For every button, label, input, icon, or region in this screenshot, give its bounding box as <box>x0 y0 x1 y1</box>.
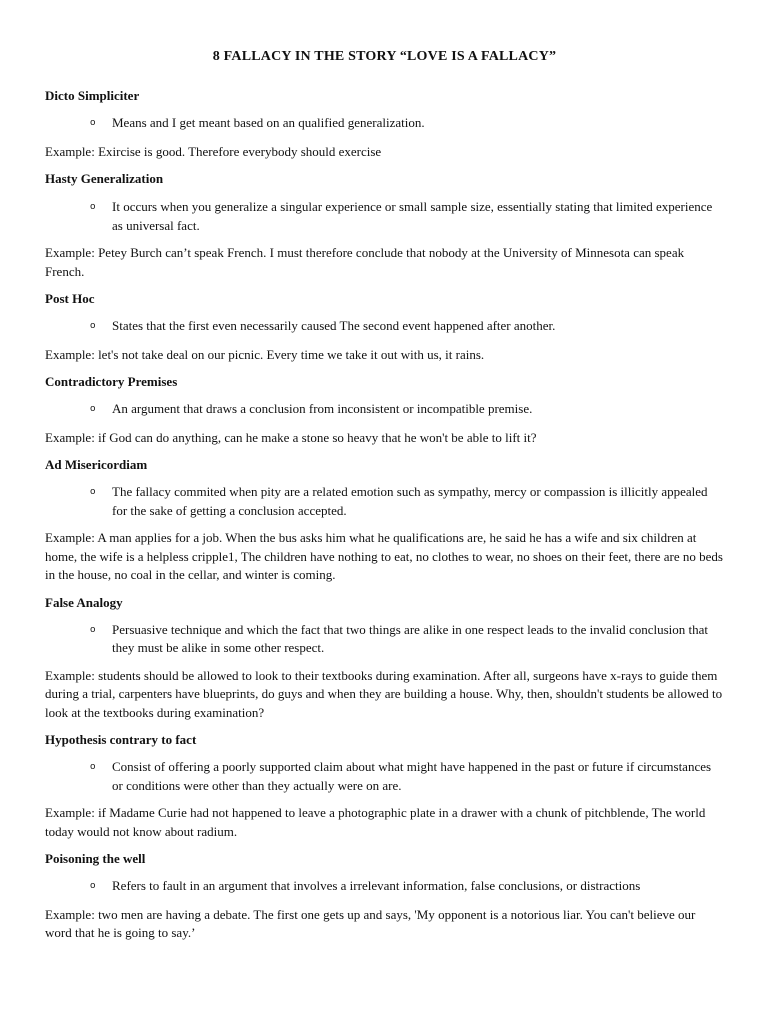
bullet-point <box>45 621 724 658</box>
bullet-point <box>45 198 724 235</box>
section-post-hoc <box>45 290 724 364</box>
section-hasty-generalization <box>45 170 724 281</box>
section-heading: Poisoning the well <box>45 851 146 866</box>
section-poisoning-the-well <box>45 850 724 943</box>
section-ad-misericordiam <box>45 456 724 585</box>
section-heading: Hasty Generalization <box>45 171 164 186</box>
example-text: Example: A man applies for a job. When the bus asks him what he qualifications are, he said he has a wife and six children at home, the wife is a helpless cripple1, The children have nothing to eat, no clothes to wear, no shoes on their feet, there are no beds in the house, no coal in the cellar, and winter is coming. <box>45 530 723 582</box>
bullet-text: Refers to fault in an argument that involves a irrelevant information, false conclusions, or distractions <box>112 878 641 893</box>
section-heading: Dicto Simpliciter <box>45 88 140 103</box>
bullet-text: It occurs when you generalize a singular experience or small sample size, essentially stating that limited experience as universal fact. <box>112 199 713 233</box>
bullet-point <box>45 483 724 520</box>
bullet-circle-icon: o <box>90 404 96 414</box>
bullet-text: Means and I get meant based on an qualified generalization. <box>112 115 425 130</box>
example-text: Example: if God can do anything, can he make a stone so heavy that he won't be able to lift it? <box>45 429 537 445</box>
example-text: Example: Petey Burch can’t speak French. I must therefore conclude that nobody at the University of Minnesota can speak French. <box>45 245 685 279</box>
bullet-text: The fallacy commited when pity are a related emotion such as sympathy, mercy or compassion is illicitly appealed for the sake of getting a conclusion accepted. <box>112 484 708 518</box>
example-text: Example: if Madame Curie had not happened to leave a photographic plate in a drawer with a chunk of pitchblende, The world today would not know about radium. <box>45 805 706 839</box>
bullet-text: Consist of offering a poorly supported claim about what might have happened in the past or future if circumstances or conditions were other than they actually were on are. <box>112 759 712 793</box>
bullet-point <box>45 317 724 336</box>
bullet-point <box>45 877 724 896</box>
bullet-point <box>45 114 724 133</box>
bullet-text: Persuasive technique and which the fact that two things are alike in one respect leads to the invalid conclusion that they must be alike in some other respect. <box>112 621 709 655</box>
bullet-circle-icon: o <box>90 202 96 212</box>
section-heading: Hypothesis contrary to fact <box>45 732 197 747</box>
example-text: Example: students should be allowed to look to their textbooks during examination. After all, surgeons have x-rays to guide them during a trial, carpenters have blueprints, do guys and when they are building a house. Why, then, shouldn't students be allowed to look at the textbooks during examination? <box>45 667 723 720</box>
section-dicto-simpliciter <box>45 87 724 161</box>
bullet-circle-icon: o <box>90 762 96 772</box>
section-contradictory-premises <box>45 373 724 447</box>
example-text: Example: two men are having a debate. The first one gets up and says, 'My opponent is a notorious liar. You can't believe our word that he is going to say.’ <box>45 906 696 940</box>
bullet-circle-icon: o <box>90 881 96 891</box>
bullet-circle-icon: o <box>90 321 96 331</box>
bullet-circle-icon: o <box>90 118 96 128</box>
section-hypothesis-contrary-to-fact <box>45 731 724 841</box>
bullet-point <box>45 400 724 419</box>
bullet-circle-icon: o <box>90 487 96 497</box>
section-heading: Ad Misericordiam <box>45 457 148 472</box>
bullet-circle-icon: o <box>90 624 96 635</box>
bullet-point <box>45 758 724 795</box>
document-title: 8 FALLACY IN THE STORY “LOVE IS A FALLACY” <box>212 49 557 64</box>
example-text: Example: Exircise is good. Therefore everybody should exercise <box>45 143 382 159</box>
section-heading: Post Hoc <box>45 291 95 306</box>
section-false-analogy <box>45 594 724 723</box>
section-heading: Contradictory Premises <box>45 374 178 389</box>
section-heading: False Analogy <box>45 594 123 610</box>
example-text: Example: let's not take deal on our picnic. Every time we take it out with us, it rains. <box>45 346 485 362</box>
bullet-text: An argument that draws a conclusion from inconsistent or incompatible premise. <box>112 401 533 416</box>
bullet-text: States that the first even necessarily caused The second event happened after another. <box>112 318 556 333</box>
